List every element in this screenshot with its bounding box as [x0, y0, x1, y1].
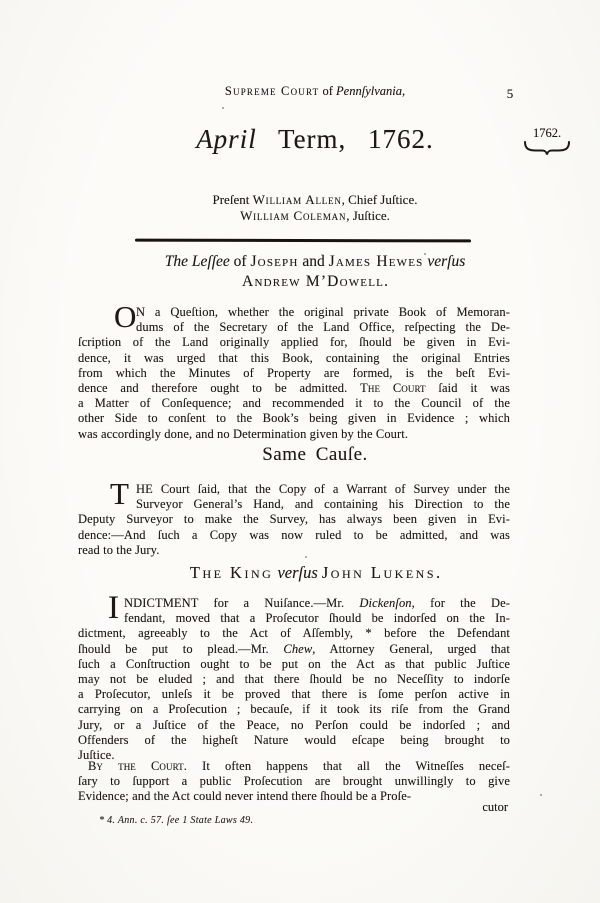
curly-brace-icon: [523, 141, 571, 155]
case-title-king-v-lukens: The King verſus John Lukens.: [189, 563, 441, 582]
drop-cap: O: [114, 299, 137, 334]
case-paragraph: [78, 476, 510, 558]
case-title-line-1: The Leſſee of Joseph and James Hewes verſus: [164, 253, 466, 270]
running-head: Supreme Court of Pennſylvania,: [224, 84, 406, 98]
case-paragraph: [78, 590, 510, 763]
case-paragraph: [78, 759, 510, 805]
footnote: * 4. Ann. c. 57. ſee 1 State Laws 49.: [99, 815, 254, 826]
ink-speck: [222, 107, 224, 109]
paragraph-lines: N a Queſtion, whether the original private Book of Memoran- dums of the Secretary of the Land Office, reſpecting the De- ſcription of the Land originally applied for, ſhould be given in Evi- dence, it was urged that this Book, containing the original Entries from which the Minutes of Property are formed, is the beſt Evi- dence and therefore ought to be admitted. The Court ſaid it was a Matter of Conſequence; and recommended it to the Council of the other Side to conſent to the Book’s being given in Evidence ; which was accordingly done, and no Determination given by the Court.: [78, 305, 510, 441]
catchword: cutor: [482, 800, 508, 814]
paragraph-lines: NDICTMENT for a Nuiſance.—Mr. Dickenſon, for the De- fendant, moved that a Proſecutor ſhould be indorſed on the In- dictment, agreeably to the Act of Aſſembly, * before the Defendant ſhould be put to plead.—Mr. Chew, Attorney General, urged that ſuch a Conſtruction ought to be put on the Act as that public Juſtice may not be eluded ; and that there ſhould be no Neceſſity to indorſe a Proſecutor, unleſs it be proved that there is ſome perſon active in carrying on a Proſecution ; becauſe, if it took its riſe from the Grand Jury, or a Juſtice of the Peace, no Perſon could be indorſed ; and Offenders of the higheſt Nature would eſcape being brought to Juſtice.: [78, 596, 510, 762]
margin-year-text: 1762.: [532, 126, 562, 140]
case-title-lessee-v-mdowell: [85, 252, 545, 291]
case-title-line-2: Andrew M’Dowell.: [242, 272, 388, 290]
justices-present: [85, 192, 545, 223]
ink-speck: [540, 794, 542, 796]
paragraph-lines: HE Court ſaid, that the Copy of a Warrant of Survey under the Surveyor General’s Hand, and containing his Direction to the Deputy Surveyor to make the Survey, has always been given in Evi- dence:—And ſuch a Copy was now ruled to be admitted, and was read to the Jury.: [78, 482, 510, 557]
case-title-same-cause: Same Cauſe.: [262, 444, 368, 465]
margin-year-note: [516, 126, 578, 155]
page-number: 5: [506, 86, 514, 101]
paragraph-lines: By the Court. It often happens that all the Witneſſes neceſ- ſary to ſupport a public Proſecution are brought unwillingly to give Evidence; and the Act could never intend there ſhould be a Proſe-: [78, 759, 510, 804]
drop-cap: I: [108, 590, 119, 626]
case-paragraph: [78, 299, 510, 442]
present-line-1: Preſent William Allen, Chief Juſtice.: [212, 192, 418, 207]
ink-speck: [305, 556, 307, 558]
drop-cap: T: [110, 476, 129, 511]
ink-speck: [424, 253, 426, 255]
section-divider-rule: [135, 239, 471, 243]
present-line-2: William Coleman, Juſtice.: [240, 207, 390, 223]
term-heading: April Term, 1762.: [196, 124, 434, 154]
